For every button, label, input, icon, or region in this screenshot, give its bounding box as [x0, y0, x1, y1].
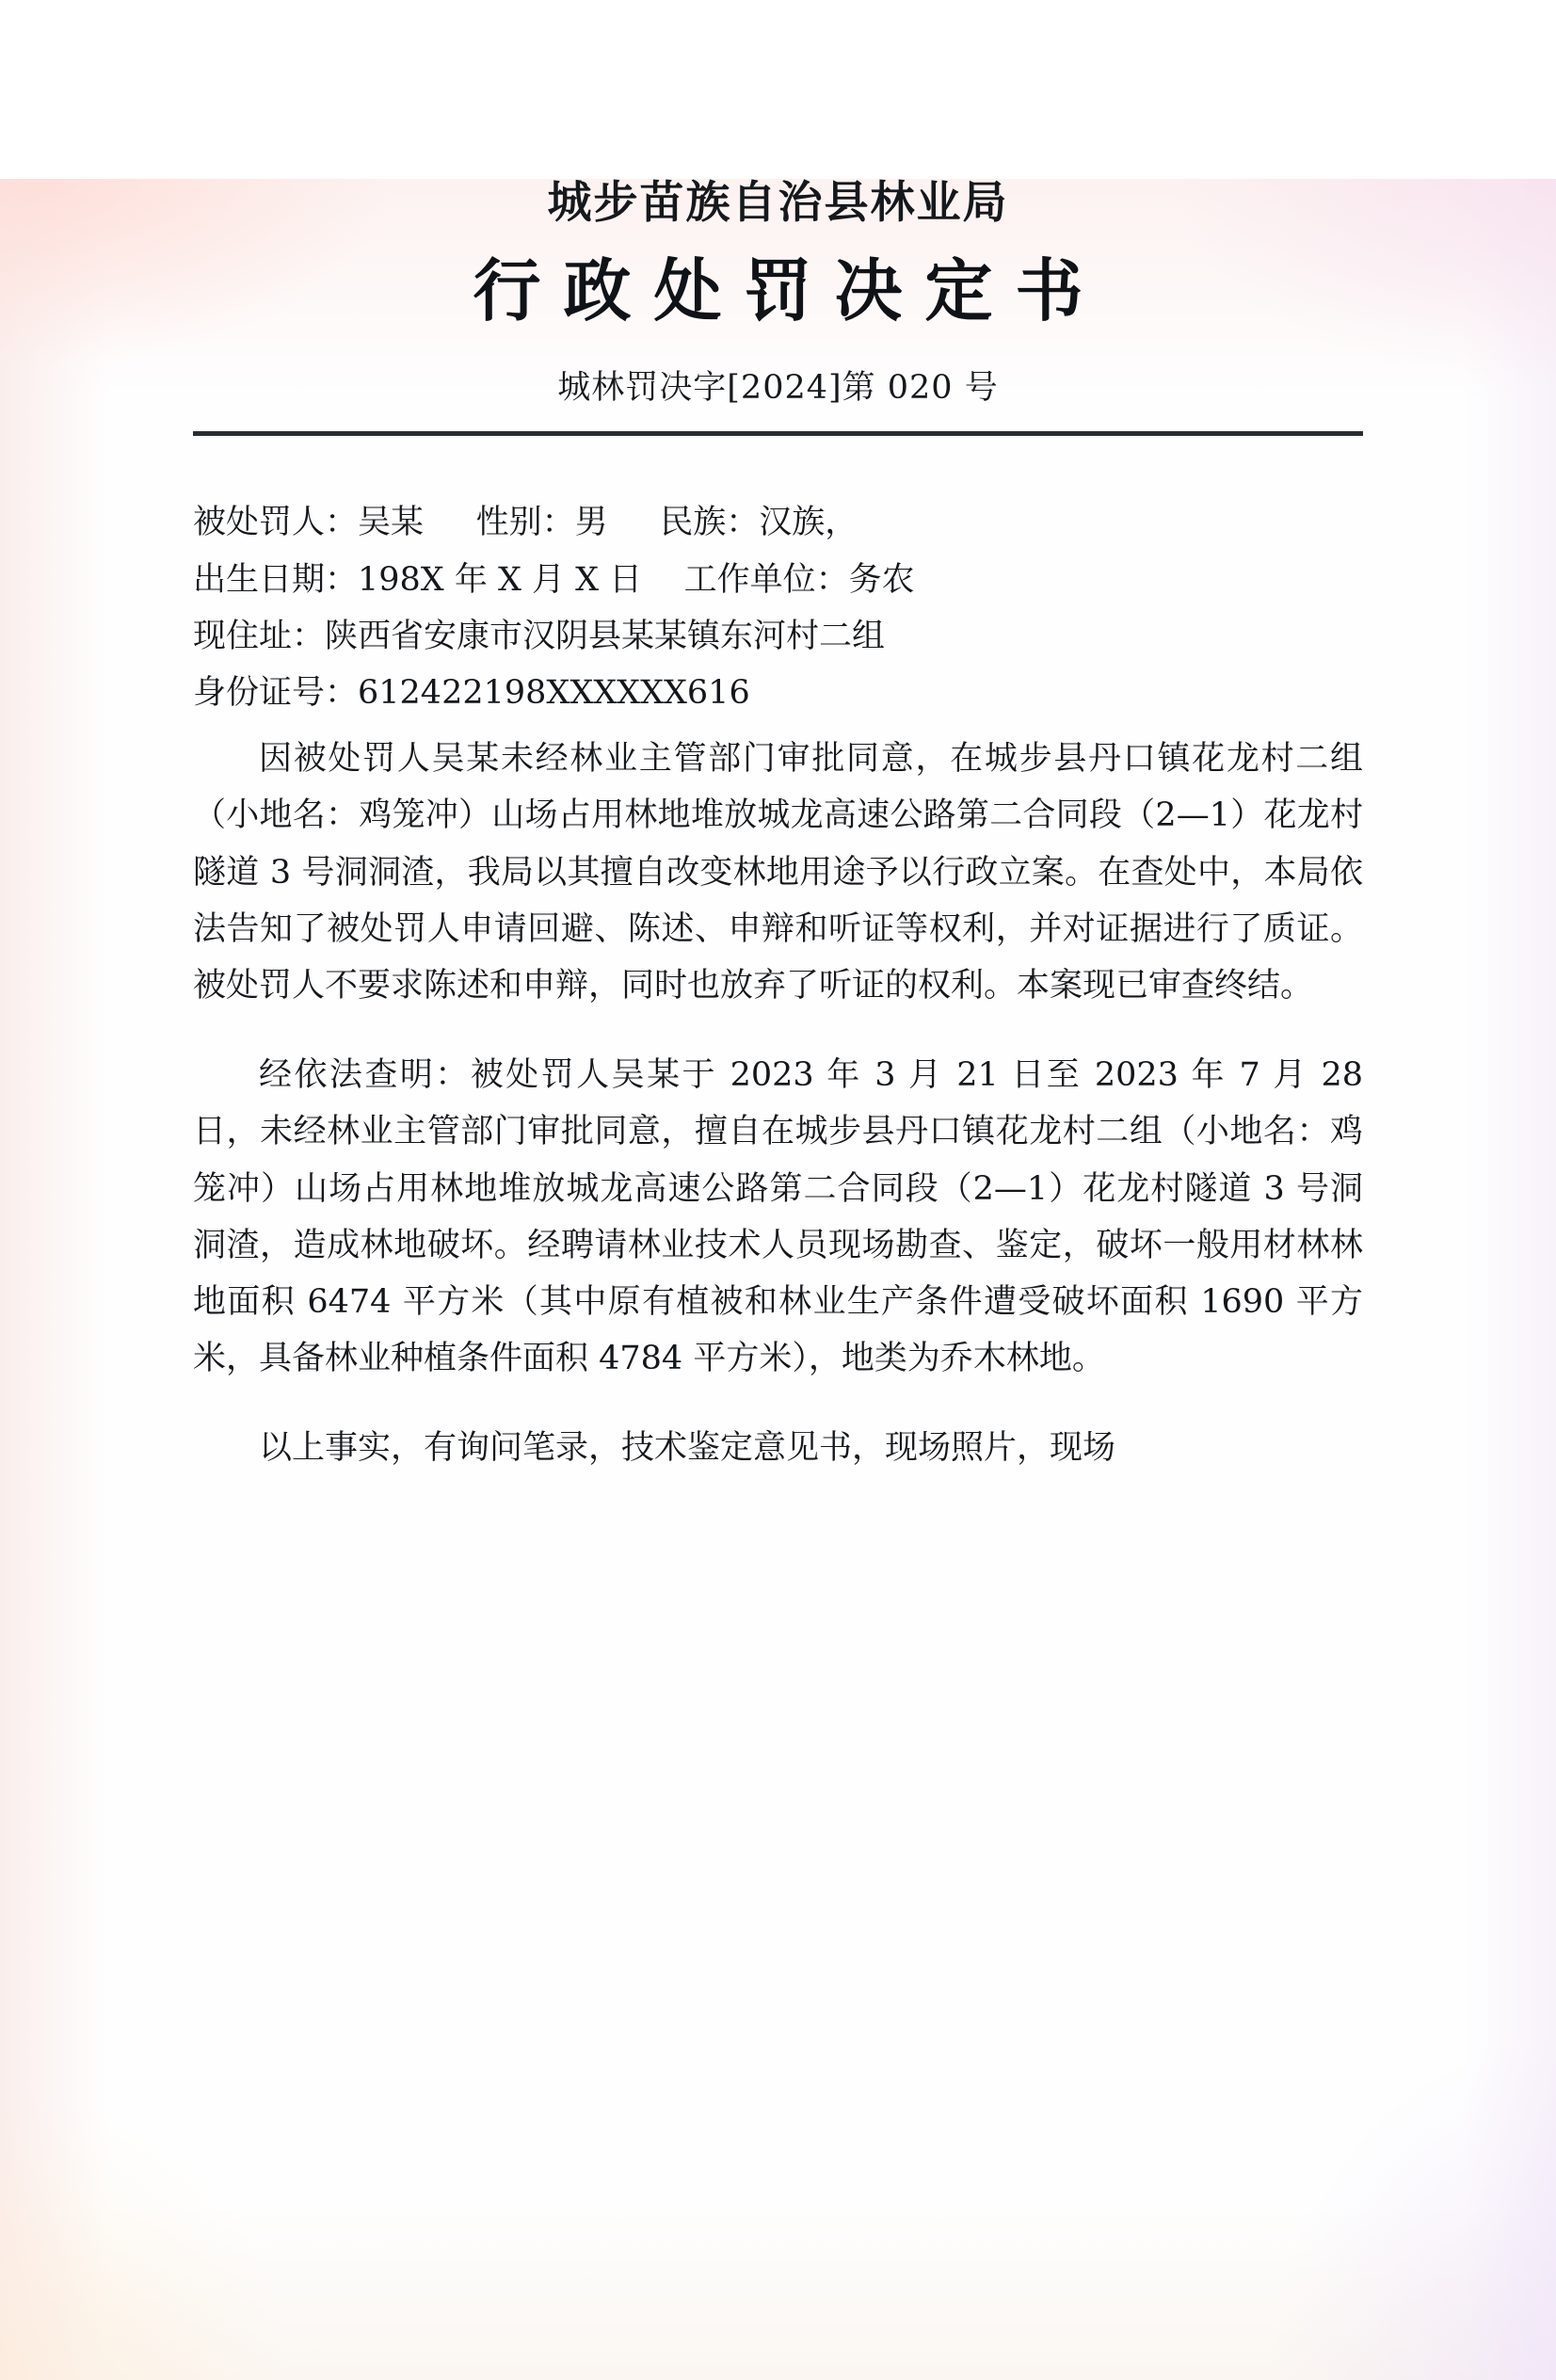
document-page	[0, 179, 1556, 2380]
document-content	[0, 179, 1556, 1476]
header-divider	[193, 431, 1363, 436]
paragraph-findings: 经依法查明：被处罚人吴某于 2023 年 3 月 21 日至 2023 年 7 月 28 日，未经林业主管部门审批同意，擅自在城步县丹口镇花龙村二组（小地名：鸡笼冲）山场占用林地堆放城龙高速公路第二合同段（2—1）花龙村隧道 3 号洞洞渣，造成林地破坏。经聘请林业技术人员现场勘查、鉴定，破坏一般用材林林地面积 6474 平方米（其中原有植被和林业生产条件遭受破坏面积 1690 平方米，具备林业种植条件面积 4784 平方米），地类为乔木林地。	[193, 1056, 1363, 1378]
document-title: 行政处罚决定书	[473, 250, 1106, 330]
scan-tint-bottom-right	[1274, 2041, 1556, 2380]
document-number: 城林罚决字[2024]第 020 号	[557, 369, 999, 408]
paragraph-evidence-continued: 以上事实，有询问笔录，技术鉴定意见书，现场照片，现场	[259, 1429, 1116, 1468]
party-line-name-gender-ethnicity: 被处罚人：吴某 性别：男 民族：汉族，	[193, 504, 858, 542]
paragraph-case-origin: 因被处罚人吴某未经林业主管部门审批同意，在城步县丹口镇花龙村二组（小地名：鸡笼冲）山场占用林地堆放城龙高速公路第二合同段（2—1）花龙村隧道 3 号洞洞渣，我局以其擅自改变林地用途予以行政立案。在查处中，本局依法告知了被处罚人申请回避、陈述、申辩和听证等权利，并对证据进行了质证。被处罚人不要求陈述和申辩，同时也放弃了听证的权利。本案现已审查终结。	[193, 740, 1363, 1005]
party-line-birthdate-employer: 出生日期：198X 年 X 月 X 日 工作单位：务农	[193, 560, 915, 599]
scan-tint-bottom-left	[0, 2098, 282, 2380]
party-line-address: 现住址：陕西省安康市汉阴县某某镇东河村二组	[193, 617, 886, 655]
party-information-block	[193, 494, 1363, 721]
party-line-id-number: 身份证号：612422198XXXXXX616	[193, 674, 750, 713]
issuing-authority-name: 城步苗族自治县林业局	[547, 177, 1009, 229]
